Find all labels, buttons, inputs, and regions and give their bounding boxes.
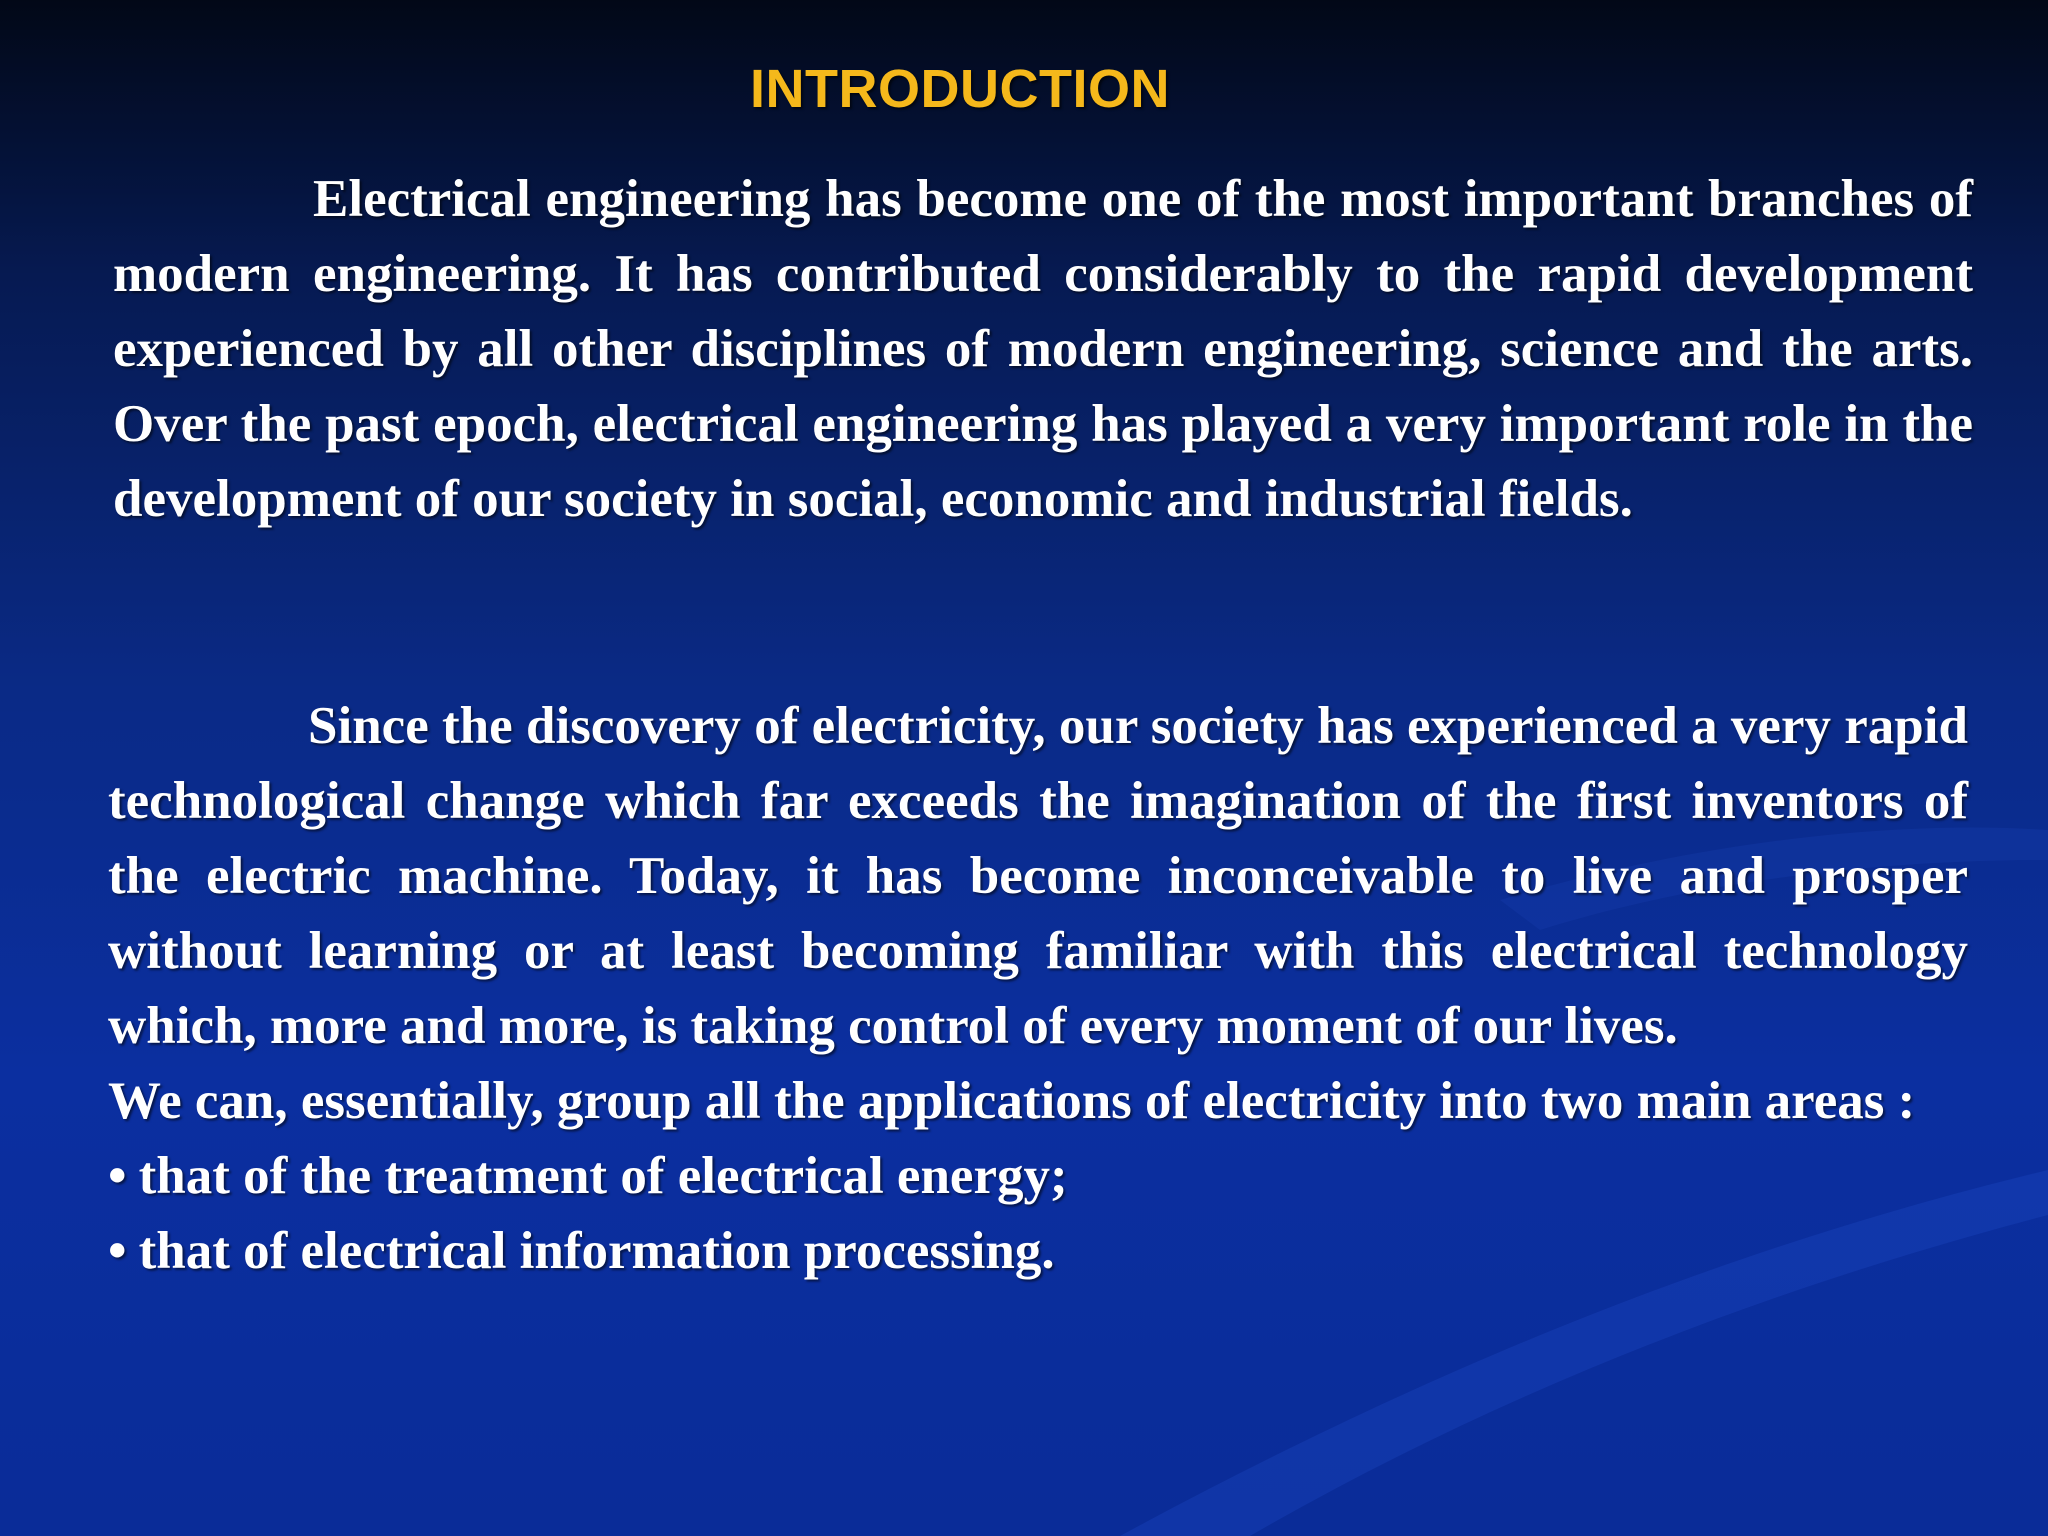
- bullet-item: • that of electrical information processing.: [108, 1214, 1968, 1289]
- slide-title: INTRODUCTION: [750, 59, 1170, 119]
- paragraph-2-text: Since the discovery of electricity, our society has experienced a very rapid technological change which far exceeds the imagination of the first inventors of the electric machine. Today, it has become inconceivable to live and prosper without learning or at least becoming familiar with this electrical technology which, more and more, is taking control of every moment of our lives.: [108, 697, 1968, 1055]
- bullet-item: • that of the treatment of electrical energy;: [108, 1139, 1968, 1214]
- paragraph-3: We can, essentially, group all the applications of electricity into two main areas :: [108, 1072, 1916, 1130]
- paragraph-1-text: Electrical engineering has become one of the most important branches of modern engineering. It has contributed considerably to the rapid development experienced by all other disciplines of modern engineering, science and the arts. Over the past epoch, electrical engineering has played a very important role in the development of our society in social, economic and industrial fields.: [113, 170, 1973, 528]
- bullet-list: [108, 1139, 1968, 1289]
- paragraph-2: [108, 689, 1968, 1064]
- paragraph-2-block: [108, 689, 1968, 1289]
- paragraph-1: [113, 162, 1973, 537]
